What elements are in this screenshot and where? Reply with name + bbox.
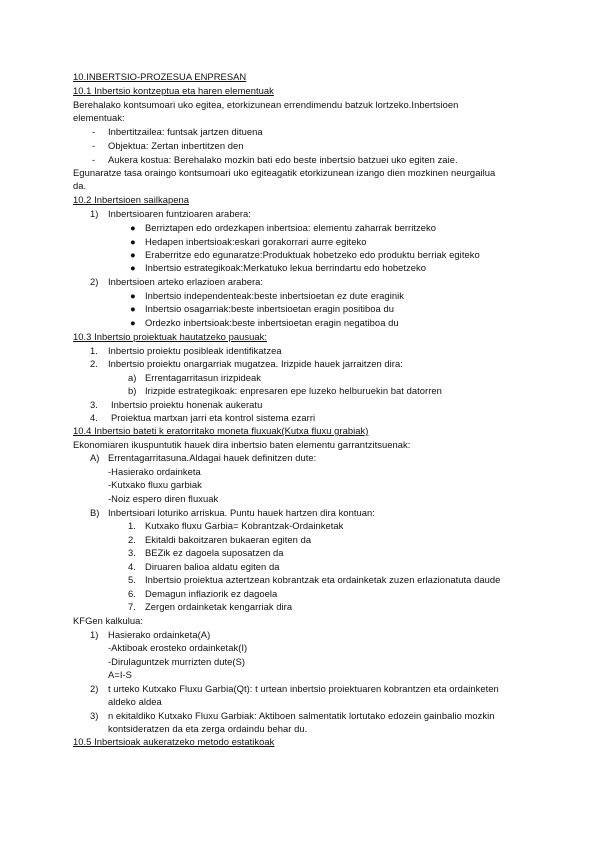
section-heading-10-1: 10.1 Inbertsio kontzeptua eta haren elementuak	[73, 85, 274, 96]
list-number: 3.	[90, 399, 98, 410]
section-heading-10-3: 10.3 Inbertsio proiektuak hautatzeko pausuak:	[73, 331, 268, 342]
paragraph-line: Berehalako kontsumoari uko egitea, etorkizunean errendimendu batzuk lortzeko.Inbertsioen	[73, 99, 459, 110]
list-number: 1)	[90, 208, 99, 219]
paragraph-line: -Aktiboak erosteko ordainketak(I)	[108, 642, 248, 653]
list-number: 3.	[128, 547, 136, 558]
paragraph-line: -Hasierako ordainketa	[108, 466, 201, 477]
paragraph-line: -Kutxako fluxu garbiak	[108, 479, 202, 490]
list-number: 1.	[128, 520, 136, 531]
list-number: 1.	[90, 345, 98, 356]
list-item: Objektua: Zertan inbertitzen den	[108, 140, 244, 151]
paragraph-line: Ekonomiaren ikuspuntutik hauek dira inbertsio baten elementu garrantzitsuenak:	[73, 439, 411, 450]
list-item: Inbertsio proiektua aztertzean kobrantzak eta ordainketak zuzen erlazionatuta daude	[145, 574, 501, 585]
dash-marker: -	[92, 154, 96, 165]
paragraph-line: Egunaratze tasa oraingo kontsumoari uko egiteagatik etorkizunean izango dien mozkinen neurgailua	[73, 167, 496, 178]
list-item: Proiektua martxan jarri eta kontrol sistema ezarri	[111, 412, 316, 423]
bullet-marker: ●	[130, 222, 136, 233]
list-item: Zergen ordainketak kengarriak dira	[145, 601, 293, 612]
dash-marker: -	[92, 140, 96, 151]
list-item: Diruaren balioa aldatu egiten da	[145, 561, 280, 572]
list-item: Inbertsio proiektu honenak aukeratu	[111, 399, 263, 410]
list-item: Inbertsioen arteko erlazioen arabera:	[108, 276, 264, 287]
list-item: Inbertsio estrategikoak:Merkatuko lekua berrindartu edo hobetzeko	[145, 262, 427, 273]
list-item: Kutxako fluxu Garbia= Kobrantzak-Ordainketak	[145, 520, 344, 531]
list-number: 2)	[90, 683, 99, 694]
list-number: 6.	[128, 588, 136, 599]
paragraph-line: kontsideratzen da eta zerga ordaindu behar du.	[108, 723, 308, 734]
list-item: Inbertsio osagarriak:beste inbertsioetan eragin positiboa du	[145, 303, 394, 314]
bullet-marker: ●	[130, 236, 136, 247]
document-title: 10.INBERTSIO-PROZESUA ENPRESAN	[73, 71, 247, 82]
list-item: Inbertitzailea: funtsak jartzen dituena	[108, 126, 263, 137]
paragraph-line: elementuak:	[73, 112, 125, 123]
list-number: A)	[90, 452, 100, 463]
list-number: 7.	[128, 601, 136, 612]
section-heading-10-5: 10.5 Inbertsioak aukeratzeko metodo estatikoak	[73, 736, 275, 747]
paragraph-line: da.	[73, 180, 87, 191]
paragraph-line: aldeko aldea	[108, 696, 162, 707]
paragraph-line: -Dirulaguntzek murrizten dute(S)	[108, 656, 246, 667]
list-item: Eraberritze edo egunaratze:Produktuak hobetzeko edo produktu berriak egiteko	[145, 249, 480, 260]
list-item: Inbertsio proiektu posibleak identifikatzea	[108, 345, 282, 356]
list-number: 3)	[90, 710, 99, 721]
list-number: 2.	[128, 534, 136, 545]
list-item: Demagun inflaziorik ez dagoela	[145, 588, 278, 599]
list-item: t urteko Kutxako Fluxu Garbia(Qt): t urtean inbertsio proiektuaren kobrantzen eta ordainketen	[108, 683, 499, 694]
bullet-marker: ●	[130, 303, 136, 314]
list-number: 5.	[128, 574, 136, 585]
list-number: 2.	[90, 358, 98, 369]
list-item: BEZik ez dagoela suposatzen da	[145, 547, 284, 558]
list-number: 2)	[90, 276, 99, 287]
bullet-marker: ●	[130, 262, 136, 273]
list-number: 1)	[90, 629, 99, 640]
list-item: Inbertsioaren funtzioaren arabera:	[108, 208, 251, 219]
paragraph-line: A=I-S	[108, 669, 132, 680]
section-heading-10-2: 10.2 Inbertsioen sailkapena	[73, 194, 190, 205]
bullet-marker: ●	[130, 290, 136, 301]
list-number: a)	[128, 372, 137, 383]
list-item: Errentagarritasun irizpideak	[145, 372, 262, 383]
section-heading-10-4: 10.4 Inbertsio bateti k eratorritako moneta fluxuak(Kutxa fluxu grabiak)	[73, 425, 369, 436]
list-item: Hedapen inbertsioak:eskari gorakorrari aurre egiteko	[145, 236, 367, 247]
list-number: b)	[128, 385, 137, 396]
list-item: Aukera kostua: Berehalako mozkin bati edo beste inbertsio batzuei uko egiten zaie.	[108, 154, 458, 165]
list-item: Irizpide estrategikoak: enpresaren epe luzeko helburuekin bat datorren	[145, 385, 442, 396]
dash-marker: -	[92, 126, 96, 137]
list-number: 4.	[128, 561, 136, 572]
paragraph-line: -Noiz espero diren fluxuak	[108, 493, 219, 504]
list-number: 4.	[90, 412, 98, 423]
bullet-marker: ●	[130, 317, 136, 328]
list-item: Berriztapen edo ordezkapen inbertsioa: elementu zaharrak berritzeko	[145, 222, 437, 233]
list-item: Ordezko inbertsioak:beste inbertsioetan eragin negatiboa du	[145, 317, 399, 328]
list-item: Inbertsio proiektu onargarriak mugatzea. Irizpide hauek jarraitzen dira:	[108, 358, 403, 369]
list-item: Inbertsio independenteak:beste inbertsioetan ez dute eraginik	[145, 290, 404, 301]
list-item: Ekitaldi bakoitzaren bukaeran egiten da	[145, 534, 312, 545]
bullet-marker: ●	[130, 249, 136, 260]
paragraph-line: KFGen kalkulua:	[73, 615, 144, 626]
list-item: Hasierako ordainketa(A)	[108, 629, 211, 640]
list-number: B)	[90, 507, 100, 518]
list-item: Inbertsioari loturiko arriskua. Puntu hauek hartzen dira kontuan:	[108, 507, 375, 518]
list-item: Errentagarritasuna.Aldagai hauek definitzen dute:	[108, 452, 317, 463]
list-item: n ekitaldiko Kutxako Fluxu Garbiak: Aktiboen salmentatik lortutako edozein gainbalio mozkin	[108, 710, 495, 721]
